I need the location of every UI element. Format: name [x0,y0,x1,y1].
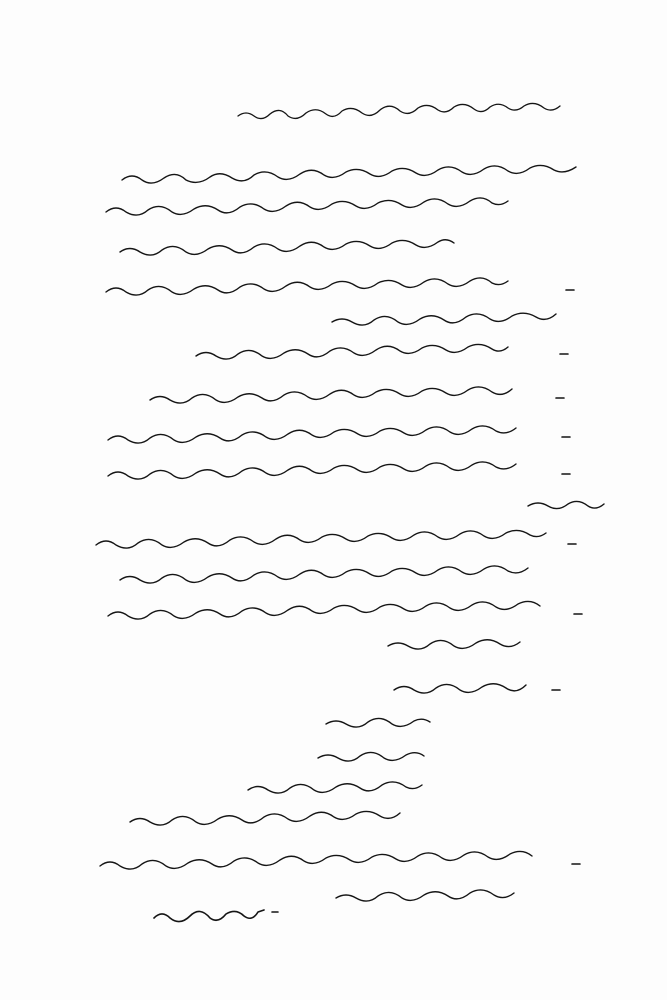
handwritten-line [150,387,512,403]
handwritten-line [248,782,422,793]
handwritten-line [96,530,546,548]
handwritten-line [106,278,508,295]
handwritten-line [130,811,400,825]
handwritten-line [108,426,516,443]
handwritten-line [332,313,556,325]
handwritten-line [122,165,576,183]
attachment-note [154,910,278,922]
handwritten-line [108,601,540,619]
handwritten-line [106,198,508,215]
handwritten-line [108,462,516,479]
title-line [238,103,560,118]
handwritten-line [100,851,532,869]
handwritten-line [196,344,508,359]
handwritten-line [388,640,520,649]
handwritten-line [394,684,526,693]
handwritten-line [120,240,454,255]
handwritten-line [120,566,528,583]
handwritten-line [528,501,604,508]
handwritten-line [318,752,424,761]
handwritten-line [326,718,430,727]
handwritten-line [336,890,514,901]
